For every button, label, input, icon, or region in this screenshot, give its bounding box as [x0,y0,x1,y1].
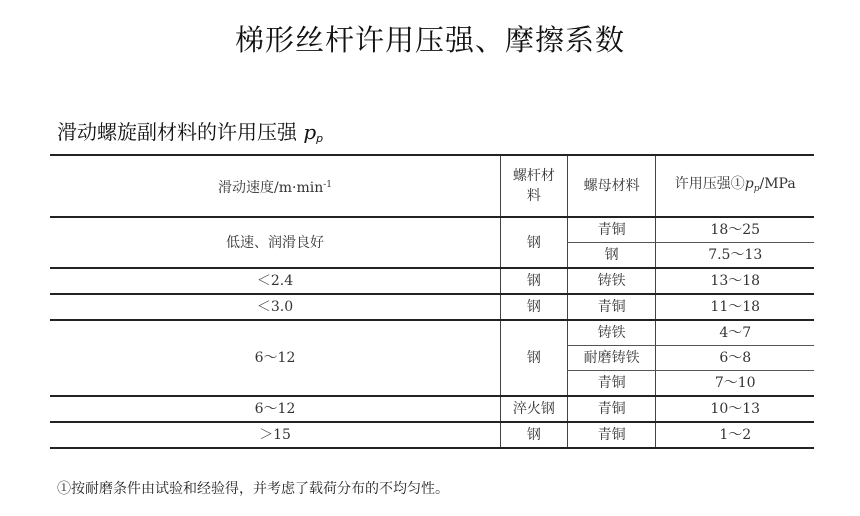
cell-sliding-speed: ＞15 [50,422,501,448]
header-screw-material: 螺杆材料 [501,155,568,217]
cell-nut-material: 青铜 [567,396,656,422]
cell-allowable-pressure: 13～18 [656,268,814,294]
cell-sliding-speed: 6～12 [50,320,501,396]
pressure-symbol: p [303,120,317,144]
cell-nut-material: 青铜 [567,371,656,397]
cell-allowable-pressure: 7.5～13 [656,243,814,269]
allowable-pressure-table [50,154,814,449]
footnote: ①按耐磨条件由试验和经验得，并考虑了载荷分布的不均匀性。 [57,481,449,497]
table-row [50,422,814,448]
cell-allowable-pressure: 7～10 [656,371,814,397]
cell-sliding-speed: 低速、润滑良好 [50,217,501,268]
cell-allowable-pressure: 1～2 [656,422,814,448]
cell-allowable-pressure: 11～18 [656,294,814,320]
cell-allowable-pressure: 18～25 [656,217,814,243]
cell-screw-material: 钢 [501,217,568,268]
cell-screw-material: 淬火钢 [501,396,568,422]
table-row [50,217,814,243]
table-row [50,396,814,422]
cell-nut-material: 青铜 [567,217,656,243]
header-nut-material: 螺母材料 [567,155,656,217]
cell-sliding-speed: 6～12 [50,396,501,422]
cell-allowable-pressure: 6～8 [656,346,814,371]
section-title [57,116,323,145]
header-sliding-speed: 滑动速度$/m\cdot\min^{-1}$ [50,155,501,217]
cell-nut-material: 青铜 [567,294,656,320]
table-row [50,294,814,320]
section-heading: 滑动螺旋副材料的许用压强 [57,120,297,144]
cell-nut-material: 铸铁 [567,268,656,294]
table-row [50,320,814,346]
page-title: 梯形丝杆许用压强、摩擦系数 [234,23,625,57]
header-allowable-pressure: 许用压强$①p_p$/MPa [656,155,814,217]
cell-sliding-speed: ＜2.4 [50,268,501,294]
cell-allowable-pressure: 4～7 [656,320,814,346]
cell-nut-material: 铸铁 [567,320,656,346]
cell-screw-material: 钢 [501,268,568,294]
cell-screw-material: 钢 [501,320,568,396]
cell-nut-material: 耐磨铸铁 [567,346,656,371]
table-header-row [50,155,814,217]
cell-nut-material: 青铜 [567,422,656,448]
cell-sliding-speed: ＜3.0 [50,294,501,320]
table-row [50,268,814,294]
pressure-symbol-subscript: p [316,132,324,145]
table-body [50,217,814,448]
cell-nut-material: 钢 [567,243,656,269]
cell-screw-material: 钢 [501,422,568,448]
cell-screw-material: 钢 [501,294,568,320]
cell-allowable-pressure: 10～13 [656,396,814,422]
